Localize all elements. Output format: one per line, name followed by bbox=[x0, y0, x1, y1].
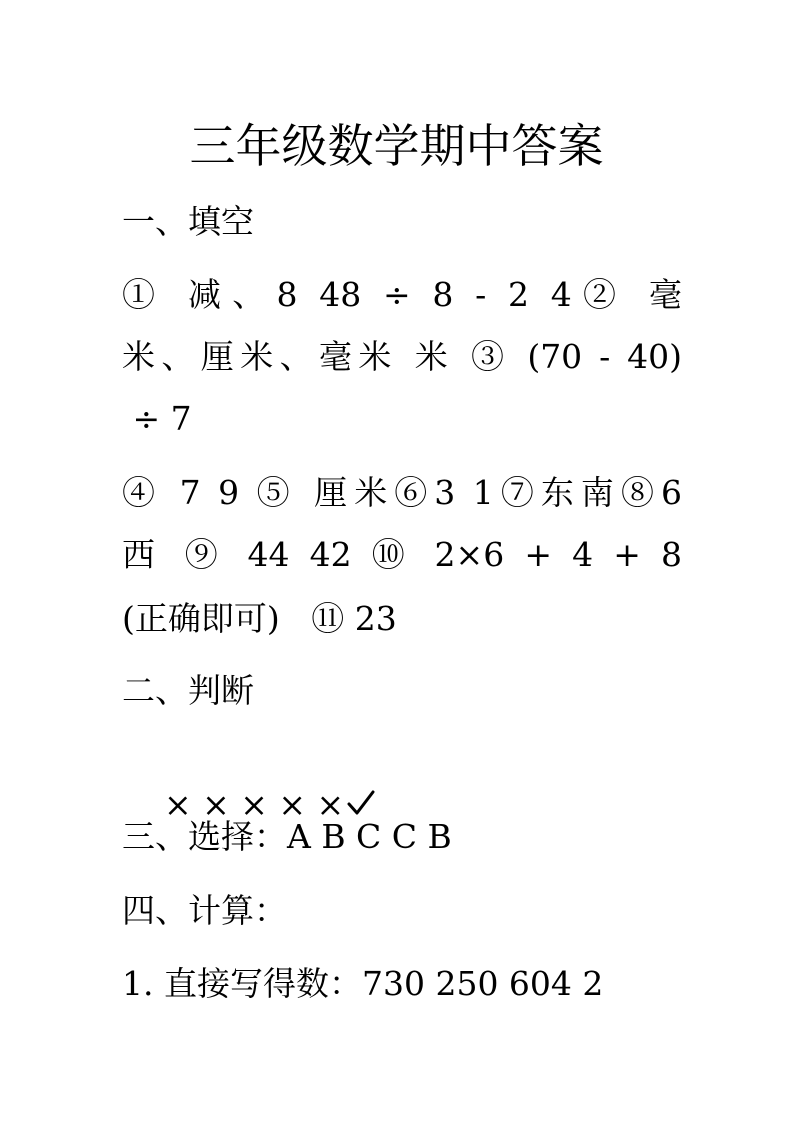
section-heading-fill-blank: 一、填空 bbox=[122, 202, 254, 241]
section-heading-choice: 三、选择：A B C C B bbox=[122, 817, 452, 856]
page-title: 三年级数学期中答案 bbox=[189, 119, 604, 173]
section-heading-calculation: 四、计算： bbox=[122, 891, 287, 930]
answer-line-2: 米、厘米、毫米 米 ③ (70 - 40) bbox=[122, 337, 682, 376]
answer-line-6: (正确即可) ⑪ 23 bbox=[122, 599, 397, 638]
answer-line-4: ④ 7 9 ⑤ 厘米⑥3 1⑦东南⑧6 bbox=[122, 473, 682, 512]
answer-line-3: ÷ 7 bbox=[122, 399, 192, 438]
calculation-item-1: 1. 直接写得数：730 250 604 2 bbox=[122, 964, 604, 1003]
answer-line-5: 西 ⑨ 44 42 ⑩ 2×6 + 4 + 8 bbox=[122, 535, 682, 574]
judgement-cross-marks: × × × × × bbox=[163, 785, 345, 824]
answer-line-1: ① 减、8 48 ÷ 8 - 2 4② 毫 bbox=[122, 275, 682, 314]
section-heading-judgement: 二、判断 bbox=[122, 671, 254, 710]
